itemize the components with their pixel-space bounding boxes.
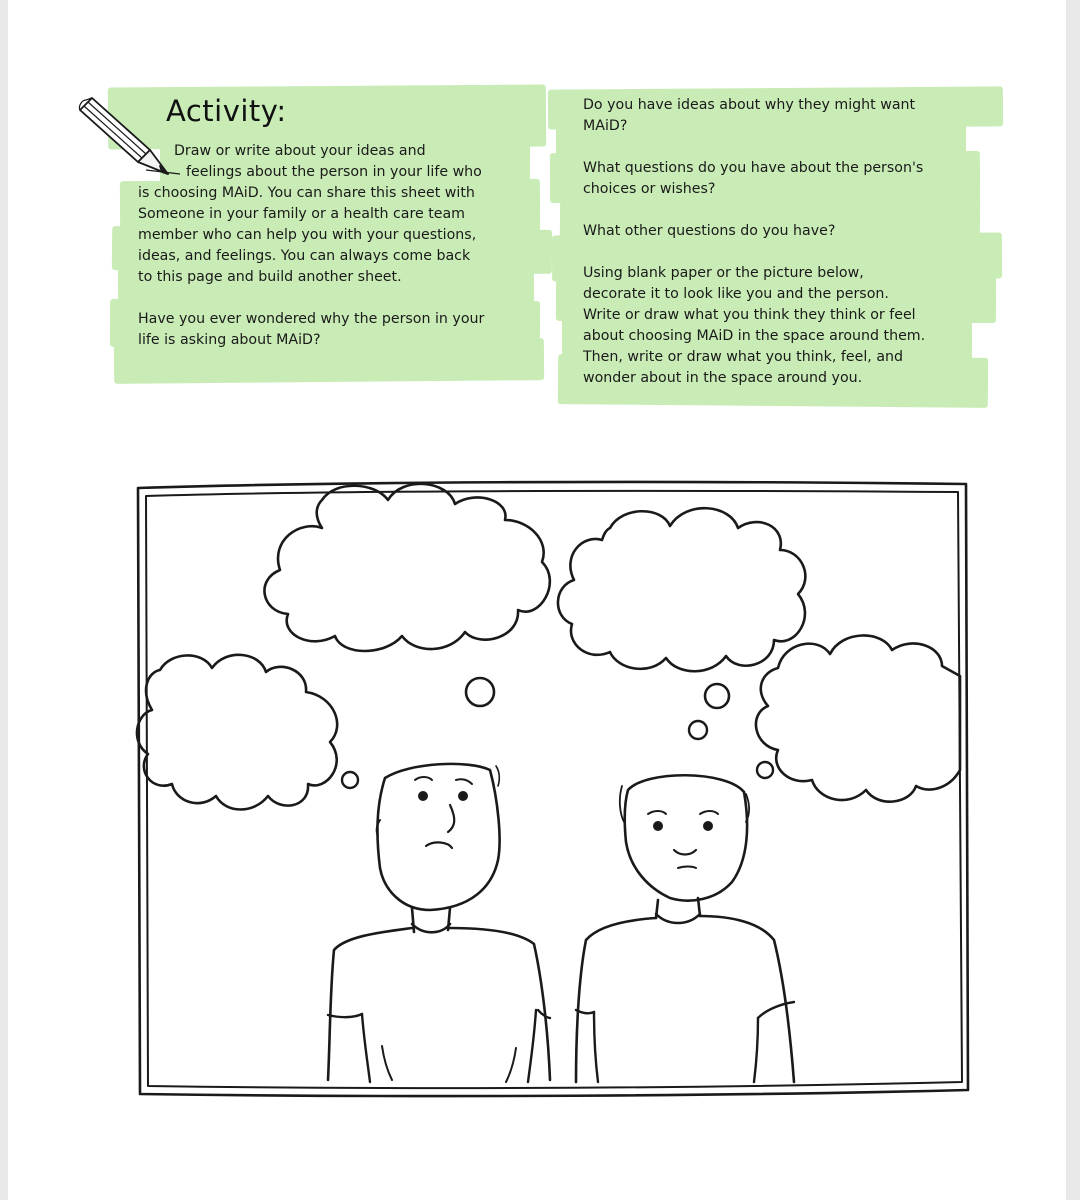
thought-cloud	[756, 635, 960, 801]
instruction-line: Write or draw what you think they think or feel	[583, 307, 916, 323]
instruction-line: Then, write or draw what you think, feel, and	[583, 349, 904, 365]
frame	[138, 482, 968, 1096]
intro-line: feelings about the person in your life who	[186, 164, 482, 180]
intro-line: Someone in your family or a health care team	[138, 206, 466, 222]
page-right-edge	[1066, 0, 1080, 1200]
thought-bubble-dot	[757, 762, 773, 778]
left-column-text	[138, 141, 538, 351]
question-line: Have you ever wondered why the person in your	[138, 311, 485, 327]
activity-title: Activity:	[166, 94, 287, 128]
question-line: choices or wishes?	[583, 181, 716, 197]
page-left-edge	[0, 0, 8, 1200]
question-line: MAiD?	[583, 118, 628, 134]
question-line: What questions do you have about the person's	[583, 160, 924, 176]
thought-cloud	[264, 484, 549, 651]
thought-bubble-dot	[466, 678, 494, 706]
thought-cloud	[137, 655, 337, 810]
intro-line: to this page and build another sheet.	[138, 269, 402, 285]
thought-cloud	[558, 508, 805, 671]
instruction-line: about choosing MAiD in the space around them.	[583, 328, 926, 344]
thought-bubble-dot	[705, 684, 729, 708]
person-left	[328, 764, 550, 1082]
instruction-line: wonder about in the space around you.	[583, 370, 863, 386]
question-line: What other questions do you have?	[583, 223, 836, 239]
intro-line: ideas, and feelings. You can always come back	[138, 248, 471, 264]
instruction-line: decorate it to look like you and the person.	[583, 286, 889, 302]
right-column-text	[583, 95, 983, 389]
person-right	[576, 775, 794, 1082]
intro-line: is choosing MAiD. You can share this sheet with	[138, 185, 475, 201]
intro-line: member who can help you with your questions,	[138, 227, 477, 243]
thought-bubble-dot	[689, 721, 707, 739]
intro-line: Draw or write about your ideas and	[174, 143, 426, 159]
question-line: Do you have ideas about why they might want	[583, 97, 916, 113]
thought-bubbles-illustration	[130, 470, 980, 1110]
instruction-line: Using blank paper or the picture below,	[583, 265, 864, 281]
question-line: life is asking about MAiD?	[138, 332, 321, 348]
thought-bubble-dot	[342, 772, 358, 788]
